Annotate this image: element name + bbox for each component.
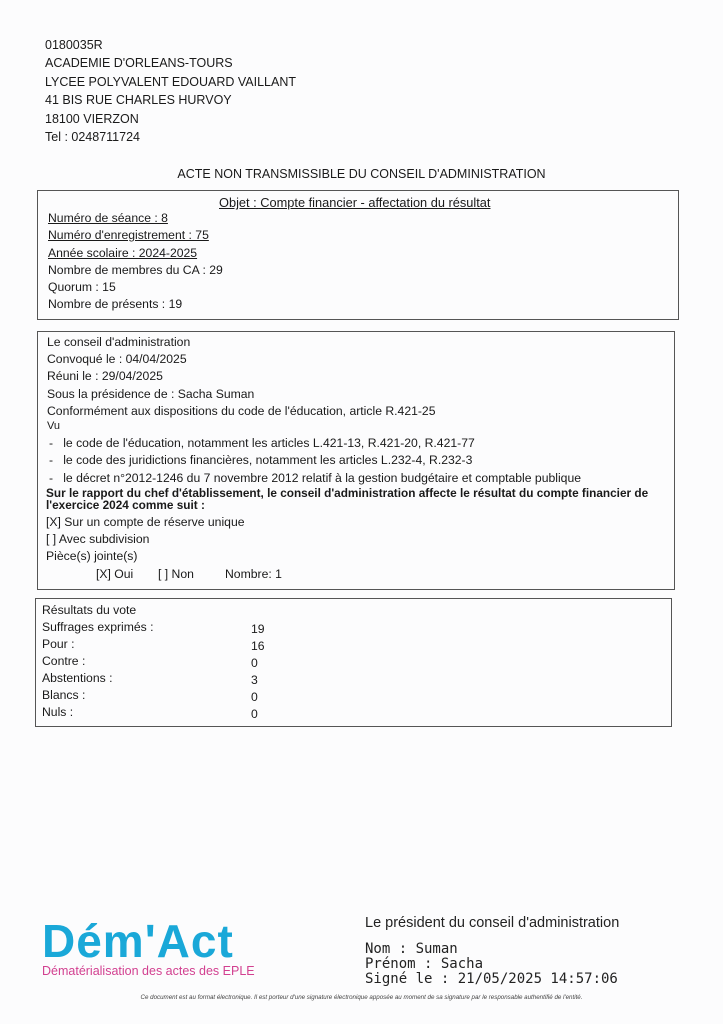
telephone: Tel : 0248711724: [45, 130, 140, 145]
city: 18100 VIERZON: [45, 111, 139, 126]
vote-results-box: [35, 598, 672, 727]
seance-number: Numéro de séance : 8: [48, 211, 168, 225]
option-subdivision: [ ] Avec subdivision: [46, 532, 150, 546]
demact-logo: Dém'Act: [42, 915, 234, 967]
registration-number: Numéro d'enregistrement : 75: [48, 228, 209, 242]
presidency: Sous la présidence de : Sacha Suman: [47, 387, 255, 401]
signature-date: Signé le : 21/05/2025 14:57:06: [365, 971, 618, 987]
vote-row-label: Suffrages exprimés :: [42, 620, 154, 634]
demact-logo-subtitle: Dématérialisation des actes des EPLE: [42, 964, 255, 978]
establishment-code: 0180035R: [45, 38, 103, 52]
vote-row-value: 0: [251, 656, 258, 670]
signature-title: Le président du conseil d'administration: [365, 915, 620, 931]
establishment-header: [45, 36, 296, 146]
session-info-box: [37, 190, 679, 320]
council-label: Le conseil d'administration: [47, 335, 191, 349]
vote-row-value: 19: [251, 622, 265, 636]
vote-row-value: 16: [251, 639, 265, 653]
academy-name: ACADEMIE D'ORLEANS-TOURS: [45, 56, 233, 71]
meeting-date: Réuni le : 29/04/2025: [47, 369, 163, 383]
document-title: ACTE NON TRANSMISSIBLE DU CONSEIL D'ADMINISTRATION: [177, 167, 546, 181]
vote-row-label: Nuls :: [42, 705, 74, 719]
quorum: Quorum : 15: [48, 280, 116, 294]
objet: Objet : Compte financier - affectation du résultat: [219, 195, 491, 210]
vu-label: Vu: [47, 420, 61, 432]
attachments-count: Nombre: 1: [225, 567, 282, 581]
present-count: Nombre de présents : 19: [48, 297, 183, 311]
convened-date: Convoqué le : 04/04/2025: [47, 352, 187, 366]
school-year: Année scolaire : 2024-2025: [48, 246, 198, 260]
vote-row-label: Abstentions :: [42, 671, 113, 685]
school-name: LYCEE POLYVALENT EDOUARD VAILLANT: [45, 74, 297, 89]
signatory-last-name: Nom : Suman: [365, 941, 458, 957]
vote-row-value: 0: [251, 690, 258, 704]
vu-item: - le décret n°2012-1246 du 7 novembre 2012 relatif à la gestion budgétaire et comptable publique: [49, 471, 582, 485]
vote-title: Résultats du vote: [42, 603, 137, 617]
vote-row-value: 0: [251, 707, 258, 721]
vote-row-value: 3: [251, 673, 258, 687]
electronic-signature-note: Ce document est au format électronique. Il est porteur d'une signature électronique apposée au moment de sa signature par le responsable authentifié de l'entité.: [140, 994, 583, 1001]
ca-members: Nombre de membres du CA : 29: [48, 263, 223, 277]
vote-row-label: Contre :: [42, 654, 86, 668]
vote-row-label: Pour :: [42, 637, 75, 651]
report-decision: Sur le rapport du chef d'établissement, le conseil d'administration affecte le résultat du compte financier de l'exercice 2024 comme suit :: [46, 486, 649, 512]
attachments-yes: [X] Oui: [96, 567, 134, 581]
attachments-no: [ ] Non: [158, 567, 194, 581]
legal-basis: Conformément aux dispositions du code de l'éducation, article R.421-25: [47, 404, 436, 418]
vu-item: - le code de l'éducation, notamment les articles L.421-13, R.421-20, R.421-77: [49, 436, 475, 450]
attachments-label: Pièce(s) jointe(s): [46, 549, 138, 563]
street-address: 41 BIS RUE CHARLES HURVOY: [45, 93, 232, 108]
vu-item: - le code des juridictions financières, notamment les articles L.232-4, R.232-3: [49, 453, 473, 467]
vote-row-label: Blancs :: [42, 688, 86, 702]
signatory-first-name: Prénom : Sacha: [365, 956, 484, 972]
option-single-reserve: [X] Sur un compte de réserve unique: [46, 515, 245, 529]
deliberation-box: [37, 331, 675, 590]
